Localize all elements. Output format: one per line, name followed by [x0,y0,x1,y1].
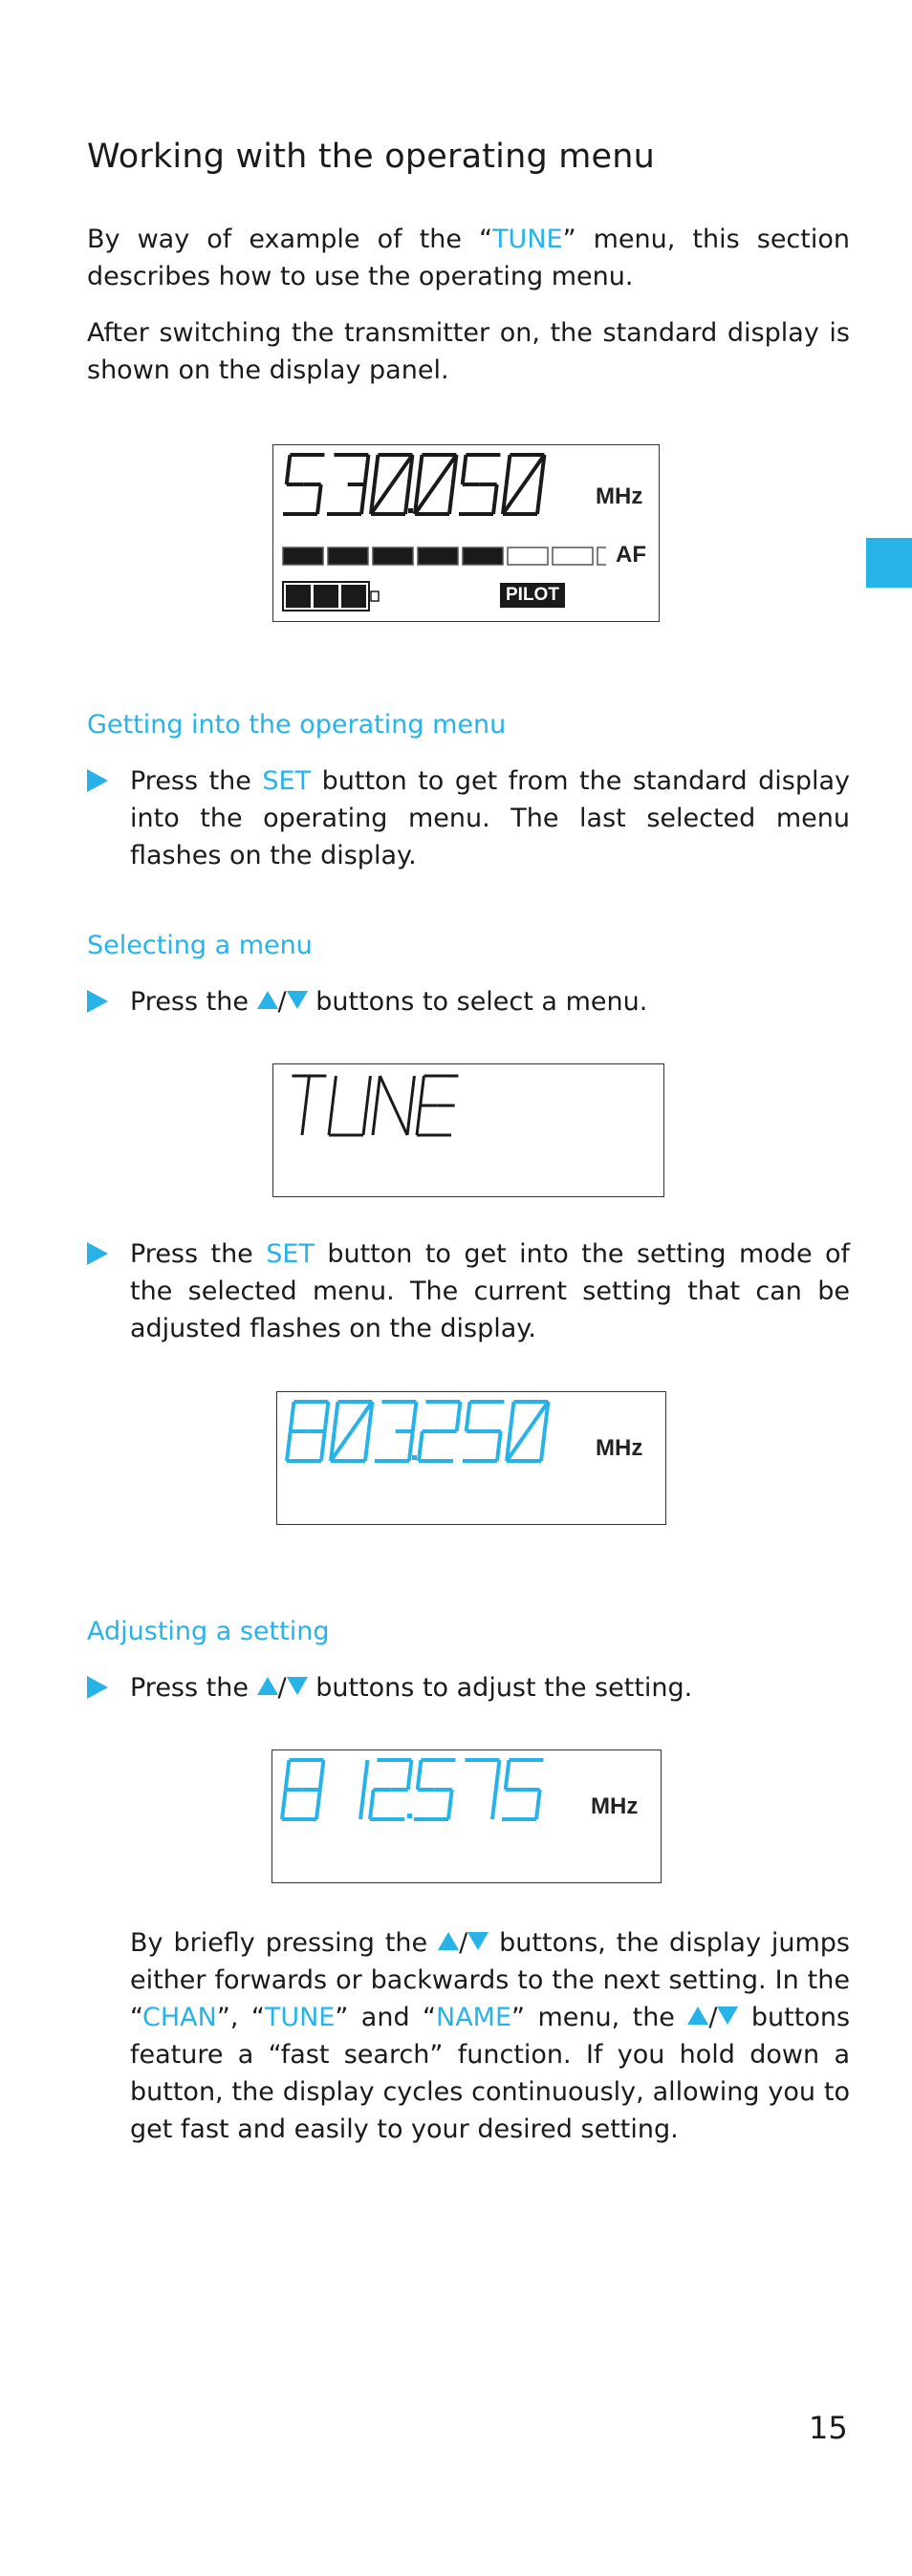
lcd-segment [321,1431,325,1461]
unit-label-mhz: MHz [596,1435,643,1461]
lcd-segment [506,1760,510,1790]
lcd-segment [375,455,379,484]
lcd-segment [380,1076,393,1106]
unit-label-mhz: MHz [596,483,643,509]
lcd-character [287,1402,328,1461]
triangle-up-icon [438,1932,459,1950]
chapter-tab-marker [866,538,912,588]
page-number: 15 [809,2410,848,2446]
battery-segment [314,585,338,608]
lcd-segment [320,1760,324,1790]
button-name-set: SET [266,1239,315,1269]
lcd-segment [329,1106,333,1135]
lcd-segment [365,1431,369,1461]
lcd-segment [364,1760,368,1790]
unit-label-mhz: MHz [591,1793,639,1819]
lcd-segment [463,455,467,484]
lcd-segment [377,1076,380,1106]
lcd-segment [302,1106,306,1135]
menu-name-chan: CHAN [142,2003,217,2032]
lcd-adjusted-display [271,1750,662,1883]
lcd-text-tune [283,1072,474,1148]
fast-search-paragraph: By briefly pressing the / buttons, the display jumps either forwards or backwards to the next setting. In the “CHAN”, “TUNE” and “NAME” menu, the / buttons feature a “fast search” function. If you hold down a button, the display cycles continuously, allowing you to get fast and easily to your desired setting. [130,1928,851,2144]
af-meter-segment [328,547,368,565]
lcd-segment [493,484,497,514]
lcd-segment [408,1760,412,1790]
lcd-character [415,455,456,514]
lcd-segment [373,1106,377,1135]
lcd-segment [467,1402,470,1431]
lcd-segment [536,1790,540,1819]
lcd-character [283,455,324,514]
lcd-segment [417,1106,421,1135]
lcd-digits-530050 [281,451,597,527]
lcd-menu-display [272,1063,664,1197]
lcd-character [329,1076,370,1135]
lcd-character [465,1760,499,1819]
lcd-segment [492,1790,496,1819]
lcd-character [459,455,500,514]
lcd-segment [411,1076,415,1106]
play-arrow-icon [87,769,108,792]
lcd-segment [367,1076,371,1106]
lcd-segment [287,1431,291,1461]
lcd-segment [365,455,369,484]
af-meter-segment [553,547,593,565]
play-arrow-icon [87,1676,108,1699]
lcd-character [503,455,544,514]
lcd-character [371,455,412,514]
lcd-segment [448,1790,452,1819]
bullet-selecting-menu: Press the / buttons to select a menu. [87,983,850,1020]
battery-icon [281,578,386,616]
heading-getting-into-menu: Getting into the operating menu [87,710,507,740]
lcd-segment [497,1431,501,1461]
bullet-set-setting-mode: Press the SET button to get into the setting mode of the selected menu. The current setting that can be adjusted flashes on the display. [87,1235,850,1347]
lcd-segment [286,1760,290,1790]
bullet-getting-into-menu: Press the SET button to get from the standard display into the operating menu. The last selected menu flashes on the display. [87,762,850,874]
triangle-up-icon [257,991,278,1009]
page-title: Working with the operating menu [87,138,655,176]
lcd-character [419,1402,460,1461]
af-meter-segment [418,547,458,565]
lcd-character [370,1760,411,1819]
intro-paragraph-1: By way of example of the “TUNE” menu, this section describes how to use the operating menu. [87,225,850,291]
lcd-segment [317,484,321,514]
lcd-segment [507,455,510,484]
af-meter-segment [373,547,413,565]
lcd-digits-812575 [280,1756,596,1833]
af-meter-segment [508,547,548,565]
lcd-character [375,1402,416,1461]
af-label: AF [616,542,646,568]
lcd-segment [306,1076,310,1106]
lcd-segment [407,1106,411,1135]
lcd-segment [537,484,541,514]
battery-tip [371,591,379,601]
pilot-indicator: PILOT [500,583,565,608]
lcd-segment [510,1402,514,1431]
lcd-character [327,455,368,514]
lcd-standard-display [272,444,660,622]
battery-segment [341,585,366,608]
triangle-down-icon [717,2007,738,2025]
lcd-segment [449,484,453,514]
lcd-segment [333,1076,337,1106]
lcd-segment [287,455,291,484]
lcd-segment [413,1402,417,1431]
lcd-character [507,1402,548,1461]
battery-segment [286,585,311,608]
lcd-segment [421,1076,424,1106]
af-meter-segment [463,547,503,565]
lcd-decimal-point [407,1814,412,1818]
lcd-segment [370,1790,374,1819]
button-name-set: SET [262,766,312,796]
lcd-character [417,1076,458,1135]
lcd-segment [457,1402,461,1431]
lcd-segment [282,1790,286,1819]
lcd-segment [419,1431,423,1461]
lcd-character [331,1402,372,1461]
triangle-down-icon [287,1677,308,1695]
bullet-adjusting-setting: Press the / buttons to adjust the setting. [87,1669,850,1707]
play-arrow-icon [87,990,108,1013]
lcd-character [502,1760,543,1819]
triangle-up-icon [687,2007,708,2025]
lcd-character [463,1402,504,1461]
triangle-down-icon [287,991,308,1009]
lcd-segment [361,484,365,514]
heading-adjusting-setting: Adjusting a setting [87,1617,330,1646]
lcd-segment [541,1431,545,1461]
lcd-segment [419,455,423,484]
lcd-character [282,1760,323,1819]
lcd-segment [291,1402,294,1431]
af-meter-segment [597,547,606,565]
lcd-segment [496,1760,500,1790]
lcd-segment [360,1790,364,1819]
menu-name-tune: TUNE [492,225,563,254]
lcd-segment [335,1402,338,1431]
lcd-segment [394,1106,407,1135]
triangle-up-icon [257,1677,278,1695]
lcd-segment [418,1760,422,1790]
lcd-character [373,1076,414,1135]
menu-name-tune: TUNE [264,2003,336,2032]
menu-name-name: NAME [436,2003,512,2032]
heading-selecting-menu: Selecting a menu [87,931,313,960]
lcd-character [292,1076,326,1135]
lcd-decimal-point [408,508,413,513]
lcd-segment [325,1402,329,1431]
lcd-digits-803250 [285,1398,600,1474]
intro-paragraph-2: After switching the transmitter on, the standard display is shown on the display panel. [87,318,850,385]
af-meter-segment [283,547,323,565]
lcd-setting-display [276,1391,666,1525]
lcd-decimal-point [412,1455,417,1460]
af-level-meter [281,544,606,570]
lcd-character [414,1760,455,1819]
triangle-down-icon [467,1932,489,1950]
lcd-segment [363,1106,367,1135]
lcd-segment [316,1790,320,1819]
lcd-character [360,1760,367,1819]
play-arrow-icon [87,1242,108,1265]
